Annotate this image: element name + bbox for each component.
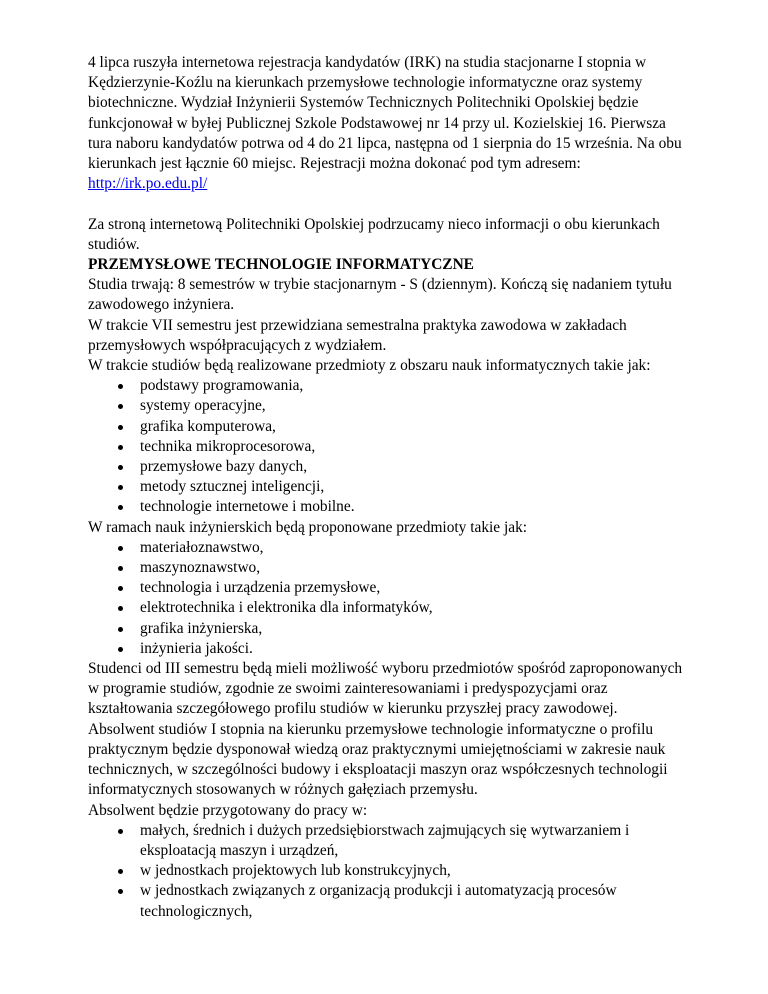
section-heading: PRZEMYSŁOWE TECHNOLOGIE INFORMATYCZNE [88,256,474,274]
list-item: grafika inżynierska, [140,619,263,637]
career-list [88,821,688,922]
list-item: technologie internetowe i mobilne. [140,498,355,516]
it-subjects-intro: W trakcie studiów będą realizowane przedmioty z obszaru nauk informatycznych takie jak: [88,357,651,375]
list-item: maszynoznawstwo, [140,559,261,577]
list-item: materiałoznawstwo, [140,538,264,556]
list-item: elektrotechnika i elektronika dla informatyków, [140,599,433,617]
list-item: w jednostkach projektowych lub konstrukcyjnych, [140,862,451,880]
irk-link[interactable]: http://irk.po.edu.pl/ [88,175,208,193]
list-item: systemy operacyjne, [140,397,266,415]
electives-paragraph: Studenci od III semestru będą mieli możliwość wyboru przedmiotów spośród zaproponowanych w programie studiów, zgodnie ze swoimi zainteresowaniami i predyspozycjami oraz kształtowania szczegółowego profilu studiów w kierunku przyszłej pracy zawodowej. [88,660,683,718]
intro-text: 4 lipca ruszyła internetowa rejestracja kandydatów (IRK) na studia stacjonarne I stopnia w Kędzierzynie-Koźlu na kierunkach przemysłowe technologie informatyczne oraz systemy biotechniczne. Wydział Inżynierii Systemów Technicznych Politechniki Opolskiej będzie funkcjonował w byłej Publicznej Szkole Podstawowej nr 14 przy ul. Kozielskiej 16. Pierwsza tura naboru kandydatów potrwa od 4 do 21 lipca, następna od 1 sierpnia do 15 września. Na obu kierunkach jest łącznie 60 miejsc. Rejestracji można dokonać pod tym adresem: [88,54,682,173]
source-note: Za stroną internetową Politechniki Opolskiej podrzucamy nieco informacji o obu kierunkach studiów. [88,215,660,253]
intro-paragraph [88,53,688,194]
list-item: grafika komputerowa, [140,417,276,435]
list-item: w jednostkach związanych z organizacją produkcji i automatyzacją procesów technologicznych, [140,882,617,920]
eng-subjects-intro: W ramach nauk inżynierskich będą proponowane przedmioty takie jak: [88,518,528,536]
graduate-paragraph: Absolwent studiów I stopnia na kierunku przemysłowe technologie informatyczne o profilu praktycznym będzie dysponował wiedzą oraz praktycznymi umiejętnościami w zakresie nauk technicznych, w szczególności budowy i eksploatacji maszyn oraz współczesnych technologii informatycznych stosowanych w różnych gałęziach przemysłu. [88,720,668,799]
duration-paragraph: Studia trwają: 8 semestrów w trybie stacjonarnym - S (dziennym). Kończą się nadaniem tytułu zawodowego inżyniera. [88,276,672,314]
list-item: przemysłowe bazy danych, [140,458,308,476]
list-item: inżynieria jakości. [140,639,253,657]
list-item: podstawy programowania, [140,377,304,395]
eng-subjects-list [88,538,688,659]
career-intro: Absolwent będzie przygotowany do pracy w: [88,801,368,819]
list-item: technika mikroprocesorowa, [140,437,316,455]
list-item: małych, średnich i dużych przedsiębiorstwach zajmujących się wytwarzaniem i eksploatacją maszyn i urządzeń, [140,821,630,859]
list-item: metody sztucznej inteligencji, [140,478,325,496]
list-item: technologia i urządzenia przemysłowe, [140,579,381,597]
paragraph-gap [88,194,688,214]
it-subjects-list [88,376,688,517]
internship-paragraph: W trakcie VII semestru jest przewidziana semestralna praktyka zawodowa w zakładach przemysłowych współpracujących z wydziałem. [88,316,627,354]
